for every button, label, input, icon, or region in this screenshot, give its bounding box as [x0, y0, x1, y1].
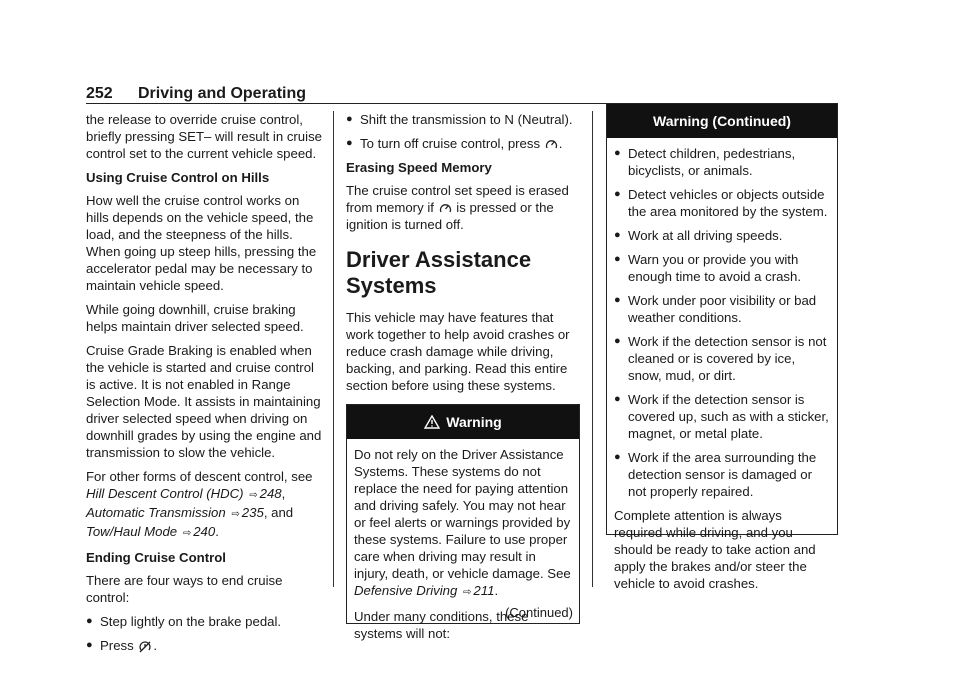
subheading: Ending Cruise Control: [86, 550, 226, 565]
bullet-icon: ●: [86, 639, 93, 651]
cruise-control-icon: [545, 138, 558, 151]
list-item: ● Work at all driving speeds.: [614, 228, 783, 243]
column-divider: [592, 111, 593, 587]
cruise-control-icon: [439, 202, 452, 215]
paragraph: the release to override cruise control, briefly pressing SET– will result in cruise control set to the current vehicle speed.: [86, 112, 322, 161]
column-1: [86, 111, 322, 661]
list-item: ● Shift the transmission to N (Neutral).: [346, 112, 573, 127]
subheading: Erasing Speed Memory: [346, 160, 492, 175]
bullet-icon: ●: [614, 188, 621, 200]
bullet-icon: ●: [86, 615, 93, 627]
paragraph: There are four ways to end cruise control:: [86, 573, 283, 605]
reference-link[interactable]: Defensive Driving: [354, 583, 458, 598]
list-item: ● Step lightly on the brake pedal.: [86, 614, 282, 629]
warning-text: Under many conditions, these systems will not:: [354, 609, 529, 641]
paragraph: Cruise Grade Braking is enabled when the vehicle is started and cruise control is active. It is not enabled in Range Selection Mode. It assists in maintaining driver selected speed when driving on downhill grades by using the engine and transmission to slow the vehicle.: [86, 343, 322, 460]
warning-header: Warning (Continued): [607, 104, 837, 138]
list-item: ● Detect vehicles or objects outside the area monitored by the system.: [614, 187, 828, 219]
warning-list: [607, 138, 837, 592]
list-item: ● Work if the area surrounding the detection sensor is damaged or not properly repaired.: [614, 450, 817, 499]
bullet-icon: ●: [614, 451, 621, 463]
bullet-icon: ●: [346, 137, 353, 149]
list-item: ● Press .: [86, 638, 158, 653]
warning-box: [346, 404, 580, 641]
column-2: [346, 111, 580, 641]
paragraph-references: For other forms of descent control, see Hill Descent Control (HDC) ⇨ 248, Automatic Transmission ⇨ 235, and Tow/Haul Mode ⇨ 240.: [86, 469, 313, 539]
warning-text: Complete attention is always required while driving, and you should be ready to take action and apply the brakes and/or steer the vehicle to avoid crashes.: [614, 508, 816, 591]
page-reference-arrow-icon: ⇨: [463, 587, 472, 598]
bullet-icon: ●: [614, 335, 621, 347]
paragraph: While going downhill, cruise braking helps maintain driver selected speed.: [86, 302, 304, 334]
page-header: [86, 84, 306, 104]
continued-label: (Continued): [505, 605, 573, 620]
page-reference-arrow-icon: ⇨: [249, 490, 258, 501]
section-title: Driving and Operating: [138, 85, 307, 102]
list-item: ● Detect children, pedestrians, bicyclists, or animals.: [614, 146, 796, 178]
list-item: ● To turn off cruise control, press .: [346, 136, 563, 151]
paragraph: The cruise control set speed is erased from memory if is pressed or the ignition is turned off.: [346, 183, 569, 232]
bullet-icon: ●: [614, 393, 621, 405]
page-reference-arrow-icon: ⇨: [182, 528, 192, 539]
warning-box-continued: [606, 103, 838, 591]
warning-header: Warning: [347, 405, 579, 439]
list-item: ● Work if the detection sensor is covered up, such as with a sticker, magnet, or metal plate.: [614, 392, 829, 441]
column-3: [606, 111, 838, 591]
reference-link[interactable]: Tow/Haul Mode: [86, 524, 178, 539]
list-item: ● Work under poor visibility or bad weather conditions.: [614, 293, 817, 325]
section-heading: Driver Assistance Systems: [346, 247, 532, 298]
paragraph: This vehicle may have features that work together to help avoid crashes or reduce crash damage while driving, backing, and parking. Read this entire section before using these systems.: [346, 310, 570, 393]
list-item: ● Warn you or provide you with enough time to avoid a crash.: [614, 252, 802, 284]
warning-text: Do not rely on the Driver Assistance Systems. These systems do not replace the need for paying attention and driving safely. You may not hear or feel alerts or warnings provided by these systems. Failure to use proper care when driving may result in injury, death, or vehicle damage. See Defensive Driving ⇨ 211.: [354, 447, 571, 598]
page-reference-arrow-icon: ⇨: [231, 509, 240, 520]
bullet-icon: ●: [614, 294, 621, 306]
bullet-icon: ●: [346, 113, 353, 125]
column-divider: [333, 111, 334, 587]
paragraph: How well the cruise control works on hills depends on the vehicle speed, the load, and the steepness of the hills. When going up steep hills, pressing the accelerator pedal may be necessary to maintain vehicle speed.: [86, 193, 317, 293]
cruise-cancel-icon: [138, 640, 152, 654]
bullet-icon: ●: [614, 229, 621, 241]
warning-triangle-icon: [424, 415, 440, 429]
list-item: ● Work if the detection sensor is not cleaned or is covered by ice, snow, mud, or dirt.: [614, 334, 827, 383]
subheading: Using Cruise Control on Hills: [86, 170, 270, 185]
reference-link[interactable]: Hill Descent Control (HDC): [86, 486, 244, 501]
page-number: 252: [86, 85, 113, 102]
bullet-icon: ●: [614, 147, 621, 159]
reference-link[interactable]: Automatic Transmission: [86, 505, 226, 520]
bullet-icon: ●: [614, 253, 621, 265]
